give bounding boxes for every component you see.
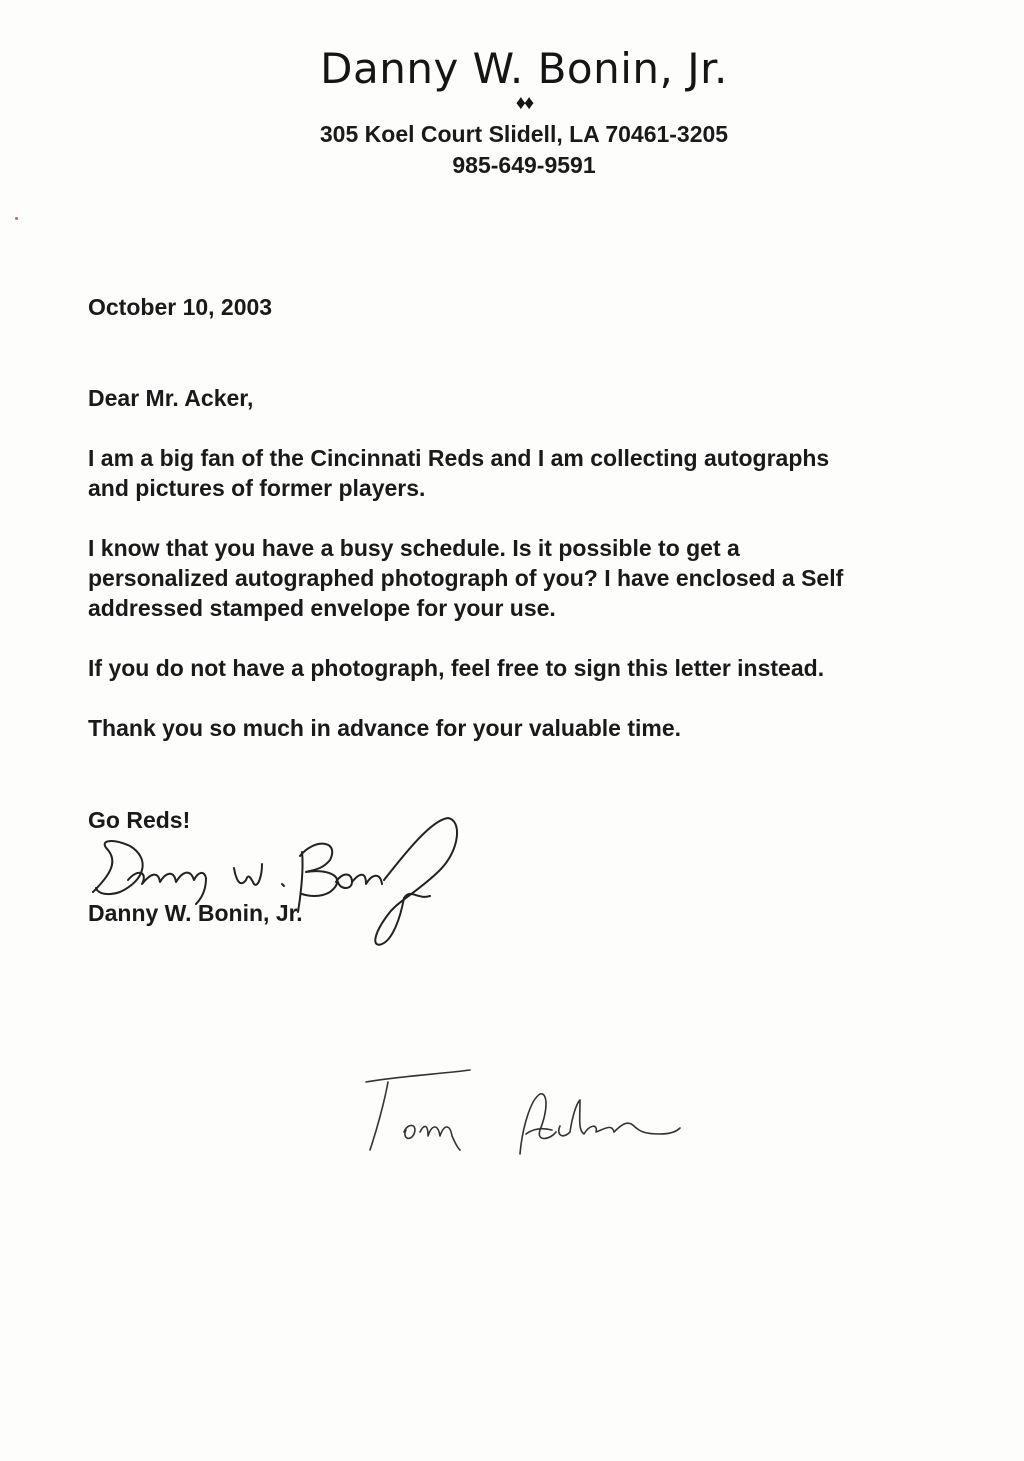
closing: Go Reds!: [88, 807, 191, 833]
letterhead-name: Danny W. Bonin, Jr.: [320, 44, 728, 93]
paragraph-4: Thank you so much in advance for your valuable time.: [88, 715, 682, 741]
letterhead-address: 305 Koel Court Slidell, LA 70461-3205: [319, 121, 729, 147]
paragraph-2-line-3: addressed stamped envelope for your use.: [88, 595, 556, 621]
signed-name: Danny W. Bonin, Jr.: [88, 900, 303, 926]
paragraph-2-line-2: personalized autographed photograph of you? I have enclosed a Self: [88, 565, 844, 591]
letter-date: October 10, 2003: [88, 294, 273, 320]
letterhead-diamond-ornament: ♦♦: [515, 92, 533, 114]
paragraph-2: [88, 533, 843, 623]
paragraph-1-line-2: and pictures of former players.: [88, 475, 426, 501]
recipient-autograph: [366, 1070, 680, 1154]
paragraph-2-line-1: I know that you have a busy schedule. Is it possible to get a: [88, 535, 740, 561]
letterhead-phone: 985-649-9591: [452, 152, 596, 178]
paragraph-1: [88, 443, 829, 503]
paragraph-3: If you do not have a photograph, feel free to sign this letter instead.: [88, 655, 825, 681]
paper-speck: [15, 217, 18, 220]
paragraph-1-line-1: I am a big fan of the Cincinnati Reds and I am collecting autographs: [88, 445, 830, 471]
salutation: Dear Mr. Acker,: [88, 385, 254, 411]
